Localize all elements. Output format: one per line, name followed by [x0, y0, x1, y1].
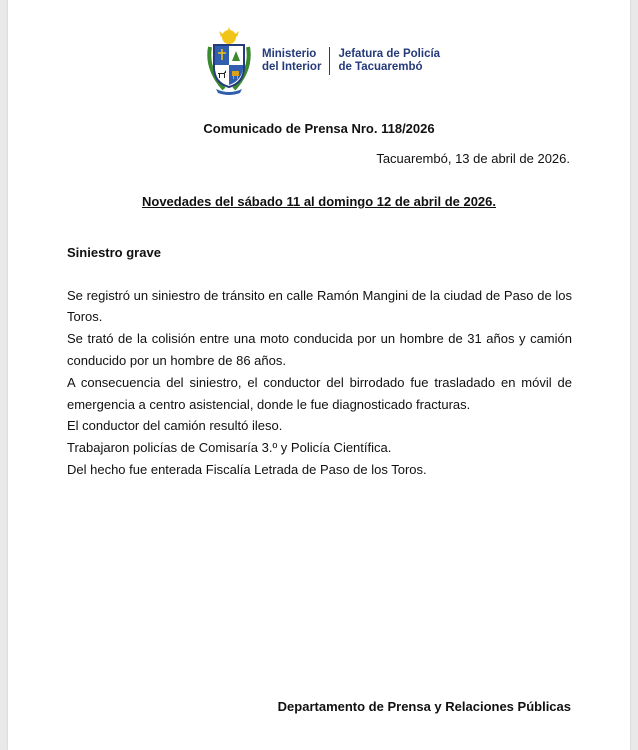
body-line: emergencia a centro asistencial, donde le fue diagnosticado fracturas.: [67, 397, 471, 412]
body-line: Se registró un siniestro de tránsito en calle Ramón Mangini de la ciudad de Paso de los: [67, 288, 572, 303]
body-line: A consecuencia del siniestro, el conductor del birrodado fue trasladado en móvil de: [67, 375, 572, 390]
police-line-2: de Tacuarembó: [338, 61, 423, 73]
ministry-line-2: del Interior: [262, 61, 322, 73]
police-headquarters-name: [338, 48, 440, 74]
section-title: Siniestro grave: [67, 245, 161, 260]
body-line: El conductor del camión resultó ileso.: [67, 418, 283, 433]
signature-department: Departamento de Prensa y Relaciones Públicas: [277, 699, 571, 714]
ministry-line-1: Ministerio: [262, 48, 317, 60]
body-line: Trabajaron policías de Comisaría 3.º y Policía Científica.: [67, 440, 392, 455]
body-line: Toros.: [67, 309, 103, 324]
communique-title: Comunicado de Prensa Nro. 118/2026: [203, 121, 435, 136]
ministry-name: [262, 48, 321, 74]
headline: Novedades del sábado 11 al domingo 12 de abril de 2026.: [141, 194, 497, 209]
letterhead-divider: [329, 47, 330, 75]
body-line: conducido por un hombre de 86 años.: [67, 353, 286, 368]
letterhead: [204, 26, 440, 96]
police-line-1: Jefatura de Policía: [338, 48, 441, 60]
body-line: Del hecho fue enterada Fiscalía Letrada de Paso de los Toros.: [67, 462, 427, 477]
place-and-date: Tacuarembó, 13 de abril de 2026.: [376, 151, 570, 166]
body-line: Se trató de la colisión entre una moto conducida por un hombre de 31 años y camión: [67, 331, 572, 346]
national-coat-of-arms-icon: [204, 27, 254, 95]
document-page: [8, 0, 630, 750]
